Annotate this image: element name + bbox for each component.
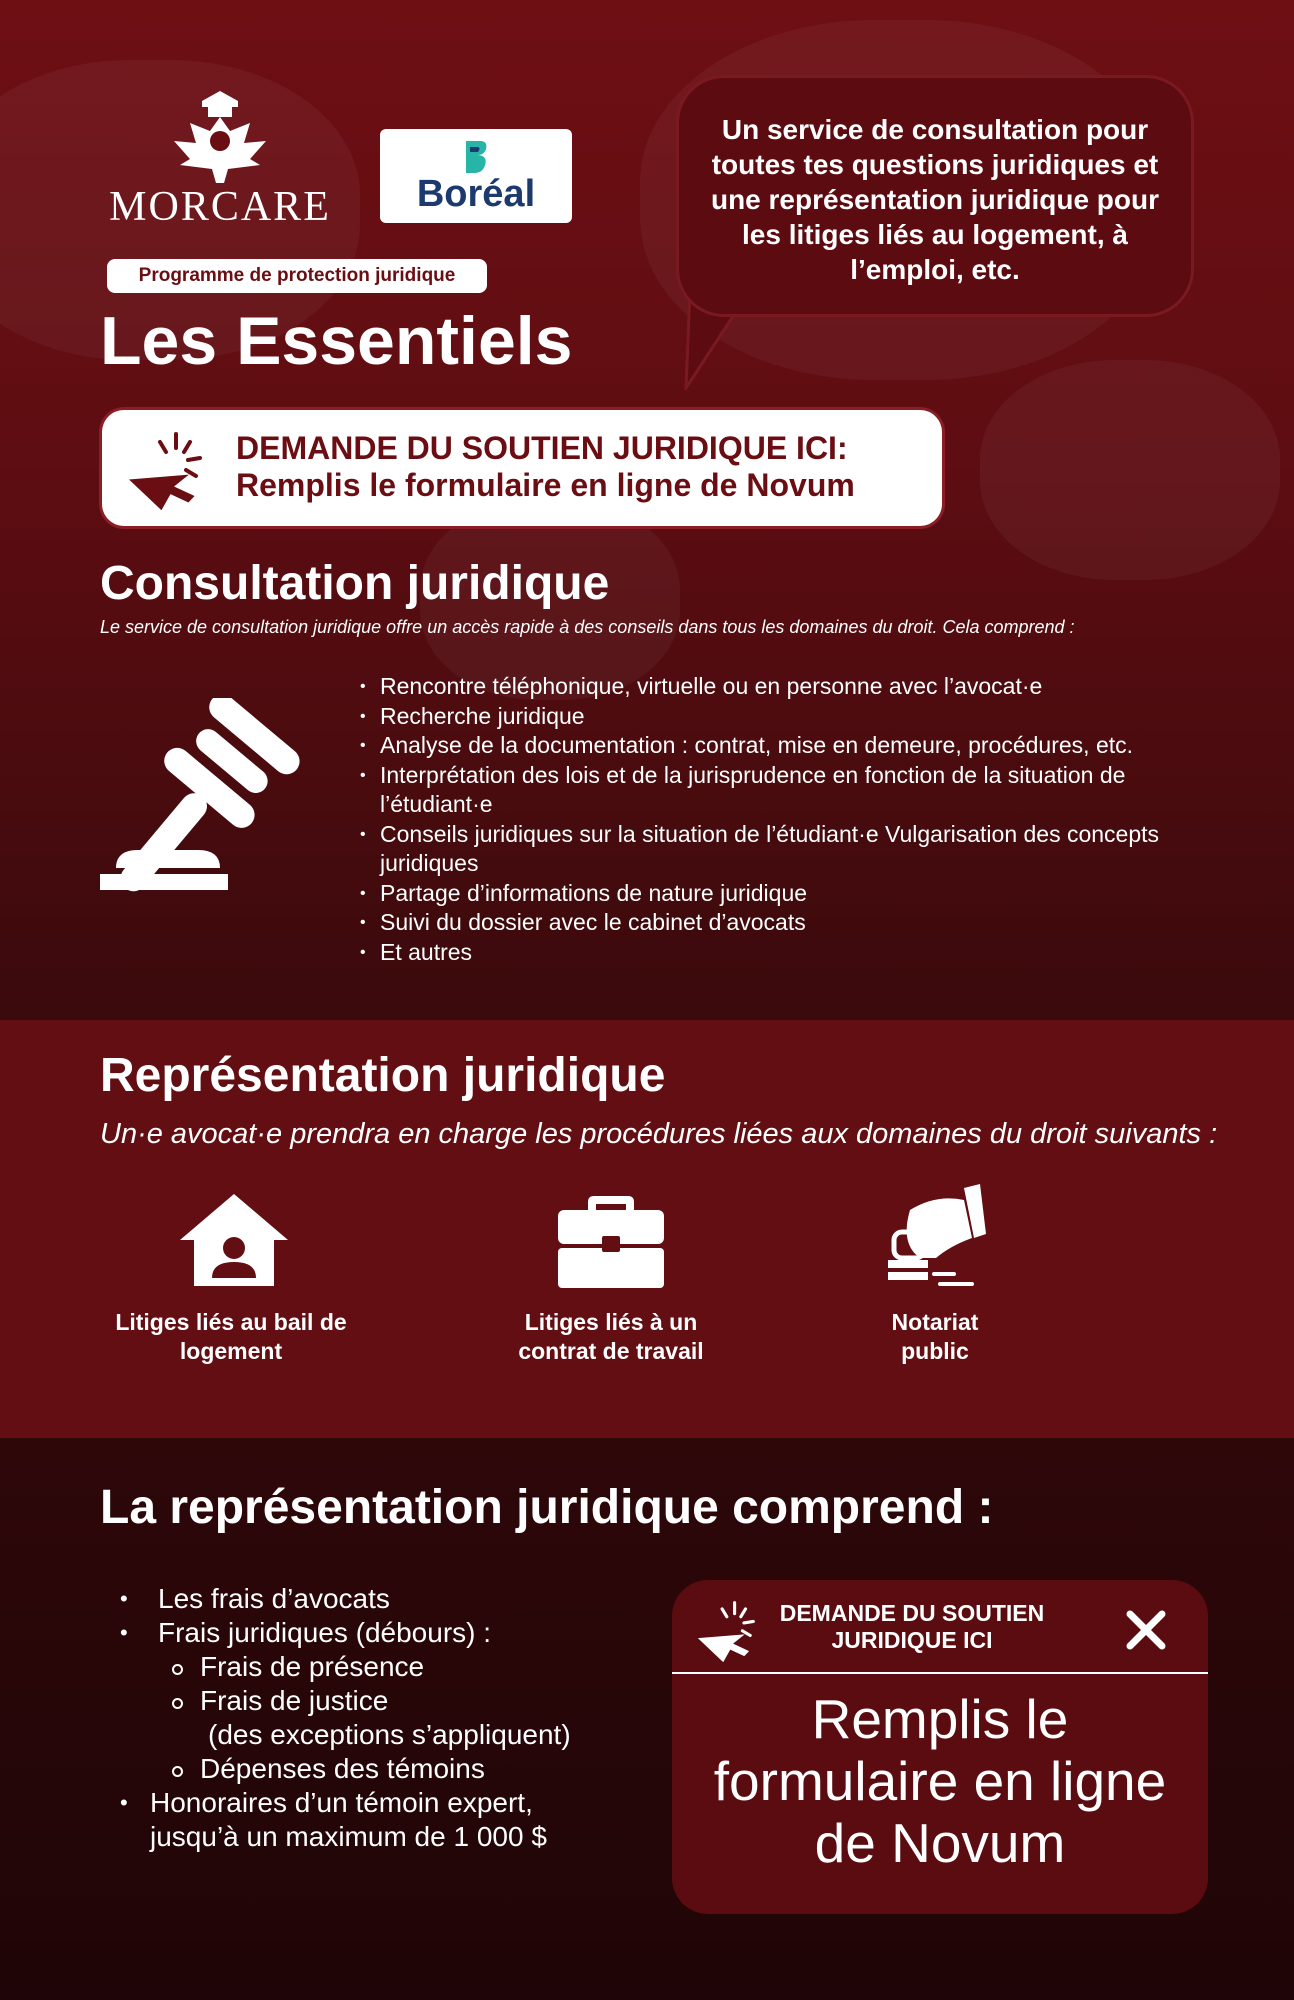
house-icon — [176, 1190, 292, 1290]
includes-list — [120, 1582, 680, 1854]
consultation-title: Consultation juridique — [100, 557, 610, 610]
area-employment-label-line1: Litiges liés à un — [524, 1309, 698, 1335]
list-item: • Et autres — [368, 938, 1198, 968]
world-map-decoration — [980, 360, 1280, 580]
area-notary-label-line2: public — [901, 1338, 969, 1364]
consultation-list — [368, 672, 1198, 967]
maple-leaf-icon — [100, 85, 340, 185]
briefcase-icon — [556, 1192, 666, 1290]
list-item: • Honoraires d’un témoin expert, — [120, 1786, 680, 1820]
representation-title: Représentation juridique — [100, 1049, 666, 1102]
list-item-continuation: jusqu’à un maximum de 1 000 $ — [150, 1821, 547, 1852]
boreal-logo — [380, 129, 572, 223]
list-item: • Interprétation des lois et de la jurisprudence en fonction de la situation de l’étudiant·e — [368, 761, 1198, 820]
morcare-logo — [100, 85, 340, 235]
request-support-popup[interactable] — [672, 1580, 1208, 1914]
area-employment-label-line2: contrat de travail — [518, 1338, 704, 1364]
includes-title: La représentation juridique comprend : — [100, 1481, 994, 1534]
list-item: • Conseils juridiques sur la situation de l’étudiant·e Vulgarisation des concepts juridiques — [368, 820, 1198, 879]
list-item: Frais de justice — [120, 1684, 680, 1718]
cta-title: DEMANDE DU SOUTIEN JURIDIQUE ICI: — [236, 430, 848, 466]
gavel-icon — [98, 698, 318, 918]
area-housing-label-line2: logement — [179, 1338, 283, 1364]
representation-subtitle: Un·e avocat·e prendra en charge les procédures liées aux domaines du droit suivants : — [100, 1118, 1218, 1150]
consultation-intro: Le service de consultation juridique offre un accès rapide à des conseils dans tous les domaines du droit. Cela comprend : — [100, 617, 1075, 637]
list-item: • Frais juridiques (débours) : — [120, 1616, 680, 1650]
click-icon — [694, 1598, 758, 1662]
boreal-logo-text: Boréal — [416, 173, 536, 215]
list-item: Frais de présence — [120, 1650, 680, 1684]
close-icon[interactable] — [1124, 1608, 1168, 1652]
cta-subtitle: Remplis le formulaire en ligne de Novum — [236, 467, 855, 503]
list-item: • Recherche juridique — [368, 702, 1198, 732]
list-item: Dépenses des témoins — [120, 1752, 680, 1786]
list-item: • Analyse de la documentation : contrat, mise en demeure, procédures, etc. — [368, 731, 1198, 761]
request-support-button[interactable] — [102, 410, 942, 526]
click-icon — [124, 428, 206, 510]
popup-title: DEMANDE DU SOUTIEN JURIDIQUE ICI — [779, 1600, 1045, 1653]
area-housing-label — [100, 1308, 362, 1366]
popup-divider — [672, 1672, 1208, 1674]
speech-bubble-text: Un service de consultation pour toutes tes questions juridiques et une représentation juridique pour les litiges liés au logement, à l’emploi, etc. — [710, 114, 1160, 285]
page-title: Les Essentiels — [100, 303, 573, 379]
speech-bubble — [676, 75, 1194, 317]
area-housing-label-line1: Litiges liés au bail de — [115, 1309, 347, 1335]
morcare-logo-text: MORCARE — [109, 184, 331, 230]
area-notary-label — [804, 1308, 1066, 1366]
boreal-b-icon — [456, 137, 496, 177]
notary-stamp-icon — [880, 1184, 990, 1290]
list-item: • Partage d’informations de nature juridique — [368, 879, 1198, 909]
list-item: • Les frais d’avocats — [120, 1582, 680, 1616]
area-notary-label-line1: Notariat — [891, 1309, 979, 1335]
area-employment-label — [480, 1308, 742, 1366]
popup-body[interactable]: Remplis le formulaire en ligne de Novum — [713, 1688, 1167, 1874]
list-item: • Suivi du dossier avec le cabinet d’avocats — [368, 908, 1198, 938]
list-item: • Rencontre téléphonique, virtuelle ou en personne avec l’avocat·e — [368, 672, 1198, 702]
list-item-continuation: (des exceptions s’appliquent) — [208, 1719, 571, 1750]
program-badge: Programme de protection juridique — [107, 259, 487, 293]
